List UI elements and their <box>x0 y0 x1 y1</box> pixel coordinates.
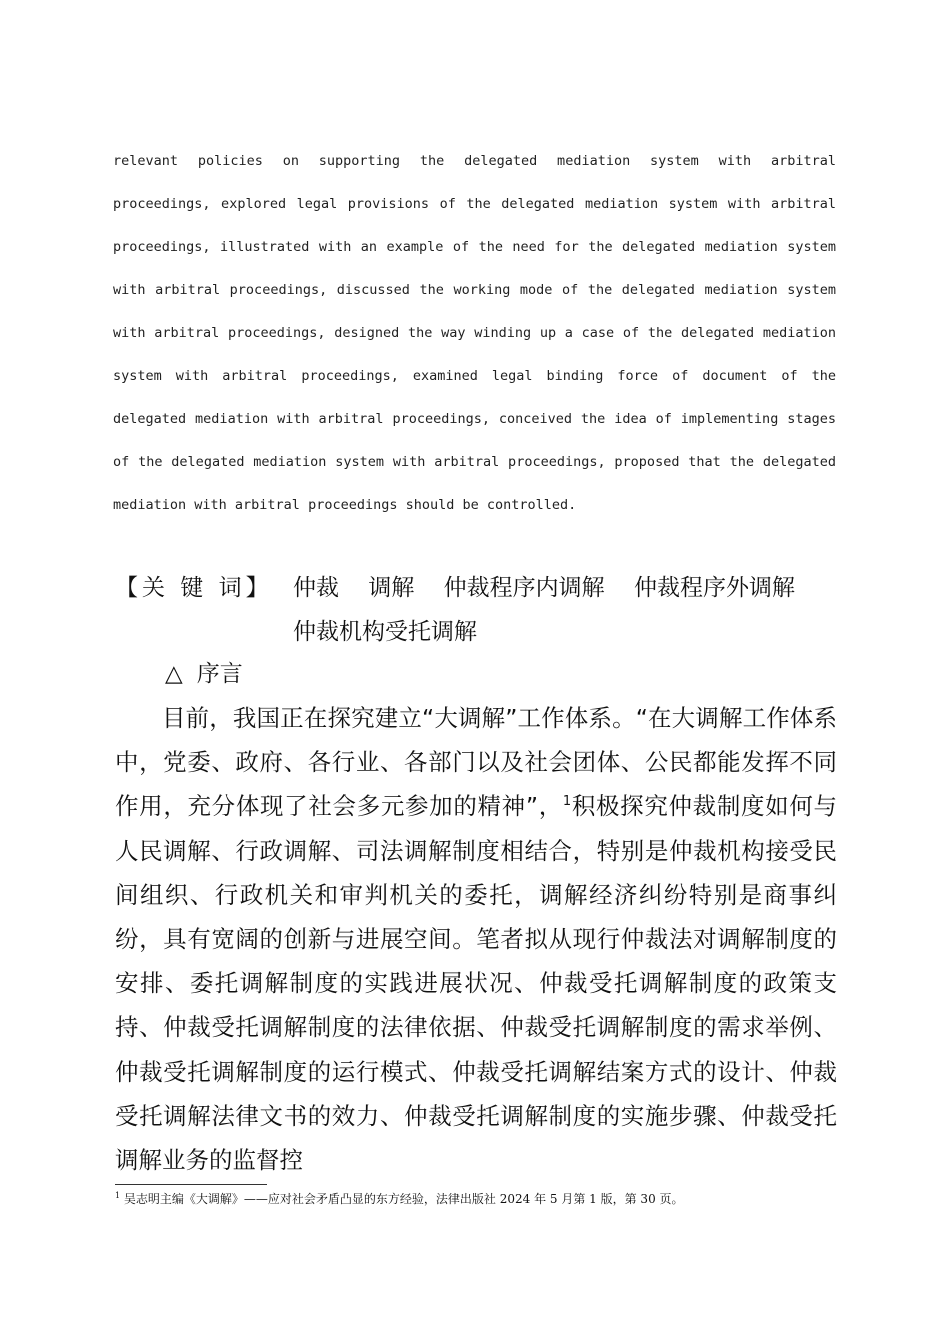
section-title: 序言 <box>196 661 243 687</box>
footnote-reference[interactable]: 1 <box>562 794 572 810</box>
body-text-part2: 积极探究仲裁制度如何与人民调解、行政调解、司法调解制度相结合，特别是仲裁机构接受民间组织、行政机关和审判机关的委托，调解经济纠纷特别是商事纠纷，具有宽阔的创新与进展空间。笔者拟从现行仲裁法对调解制度的安排、委托调解制度的实践进展状况、仲裁受托调解制度的政策支持、仲裁受托调解制度的法律依据、仲裁受托调解制度的需求举例、仲裁受托调解制度的运行模式、仲裁受托调解结案方式的设计、仲裁受托调解法律文书的效力、仲裁受托调解制度的实施步骤、仲裁受托调解业务的监督控 <box>115 792 838 1175</box>
keywords-list <box>293 566 853 654</box>
keyword-item: 调解 <box>368 575 415 601</box>
keywords-label: 【关 键 词】 <box>115 575 273 601</box>
body-text-part1: 目前，我国正在探究建立“大调解”工作体系。“在大调解工作体系中，党委、政府、各行业、各部门以及社会团体、公民都能发挥不同作用，充分体现了社会多元参加的精神”， <box>115 704 837 821</box>
keyword-item: 仲裁程序外调解 <box>633 575 795 601</box>
keyword-item: 仲裁机构受托调解 <box>293 619 477 645</box>
english-abstract: relevant policies on supporting the delegated mediation system with arbitral proceedings, explored legal provisions of the delegated mediation system with arbitral proceedings, illustrated with an example of the need for the delegated mediation system with arbitral proceedings, discussed the working mode of the delegated mediation system with arbitral proceedings, designed the way winding up a case of the delegated mediation system with arbitral proceedings, examined legal binding force of document of the delegated mediation with arbitral proceedings, conceived the idea of implementing stages of the delegated mediation system with arbitral proceedings, proposed that the delegated mediation with arbitral proceedings should be controlled. <box>113 153 836 513</box>
body-paragraph <box>115 696 837 1182</box>
footnote-number: 1 <box>115 1191 121 1200</box>
triangle-icon: △ <box>165 661 183 687</box>
keyword-item: 仲裁程序内调解 <box>443 575 605 601</box>
footnote-text: 吴志明主编《大调解》——应对社会矛盾凸显的东方经验，法律出版社 2024 年 5 月第 1 版，第 30 页。 <box>123 1192 684 1206</box>
section-heading <box>165 656 243 692</box>
footnote-divider <box>115 1184 267 1185</box>
keyword-item: 仲裁 <box>293 575 339 601</box>
footnote <box>115 1190 835 1208</box>
